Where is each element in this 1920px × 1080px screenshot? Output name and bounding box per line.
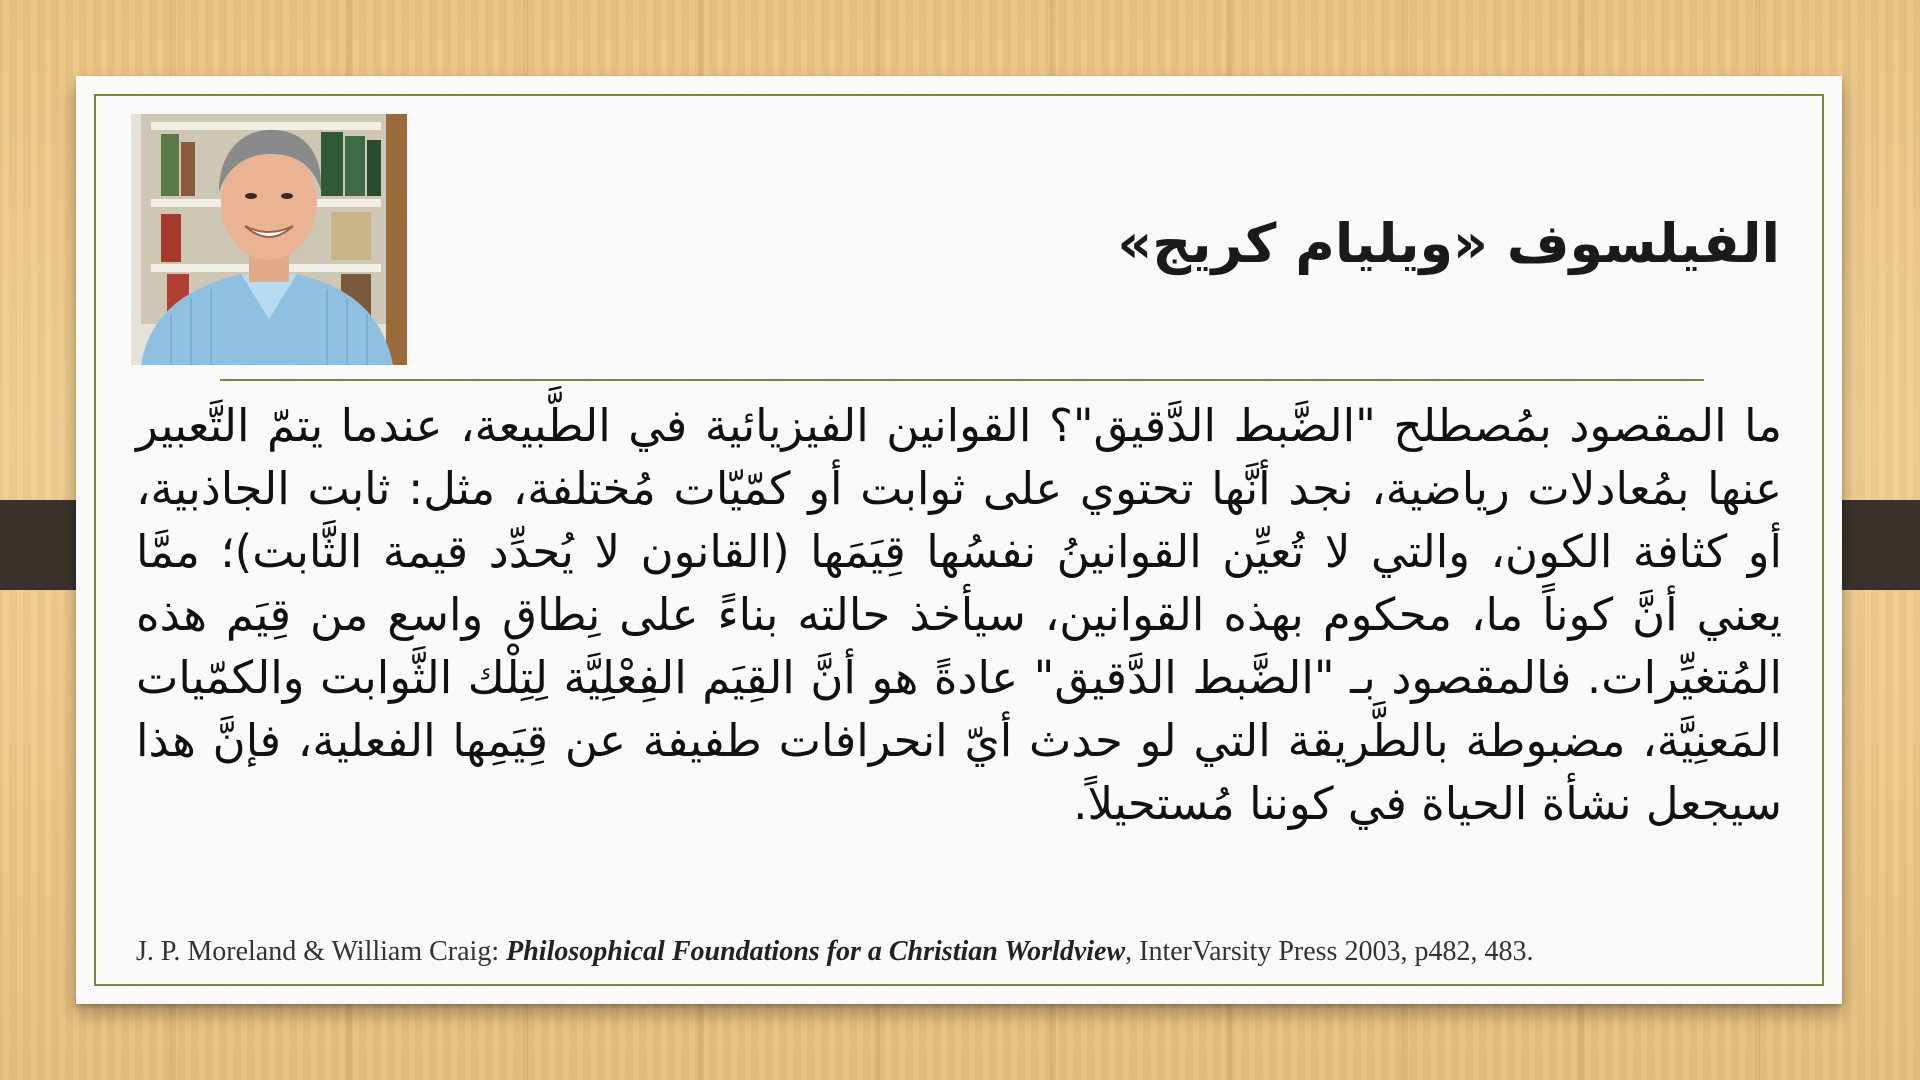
citation-publisher: , InterVarsity Press 2003, p482, 483.: [1125, 936, 1534, 967]
citation: [136, 934, 1782, 970]
slide-card: [76, 76, 1842, 1004]
body-paragraph: ما المقصود بمُصطلح "الضَّبط الدَّقيق"؟ القوانين الفيزيائية في الطَّبيعة، عندما يتمّ التَّعبير عنها بمُعادلات رياضية، نجد أنَّها تحتوي على ثوابت أو كمّيّات مُختلفة، مثل: ثابت الجاذبية، أو كثافة الكون، والتي لا تُعيِّن القوانينُ نفسُها قِيَمَها (القانون لا يُحدِّد قيمة الثَّابت)؛ ممَّا يعني أنَّ كوناً ما، محكوم بهذه القوانين، سيأخذ حالته بناءً على نِطاق واسع من قِيَم هذه المُتغيِّرات. فالمقصود بـ "الضَّبط الدَّقيق" عادةً هو أنَّ القِيَم الفِعْلِيَّة لِتِلْك الثَّوابت والكمّيات المَعنِيَّة، مضبوطة بالطَّريقة التي لو حدث أيّ انحرافات طفيفة عن قِيَمِها الفعلية، فإنَّ هذا سيجعل نشأة الحياة في كوننا مُستحيلاً.: [136, 399, 1782, 830]
title-divider: [220, 379, 1704, 381]
citation-authors: J. P. Moreland & William Craig:: [136, 936, 507, 967]
slide-title: الفيلسوف «ويليام كريج»: [1117, 212, 1780, 275]
citation-book-title: Philosophical Foundations for a Christian Worldview: [506, 936, 1126, 967]
portrait-photo-icon: [131, 114, 407, 365]
